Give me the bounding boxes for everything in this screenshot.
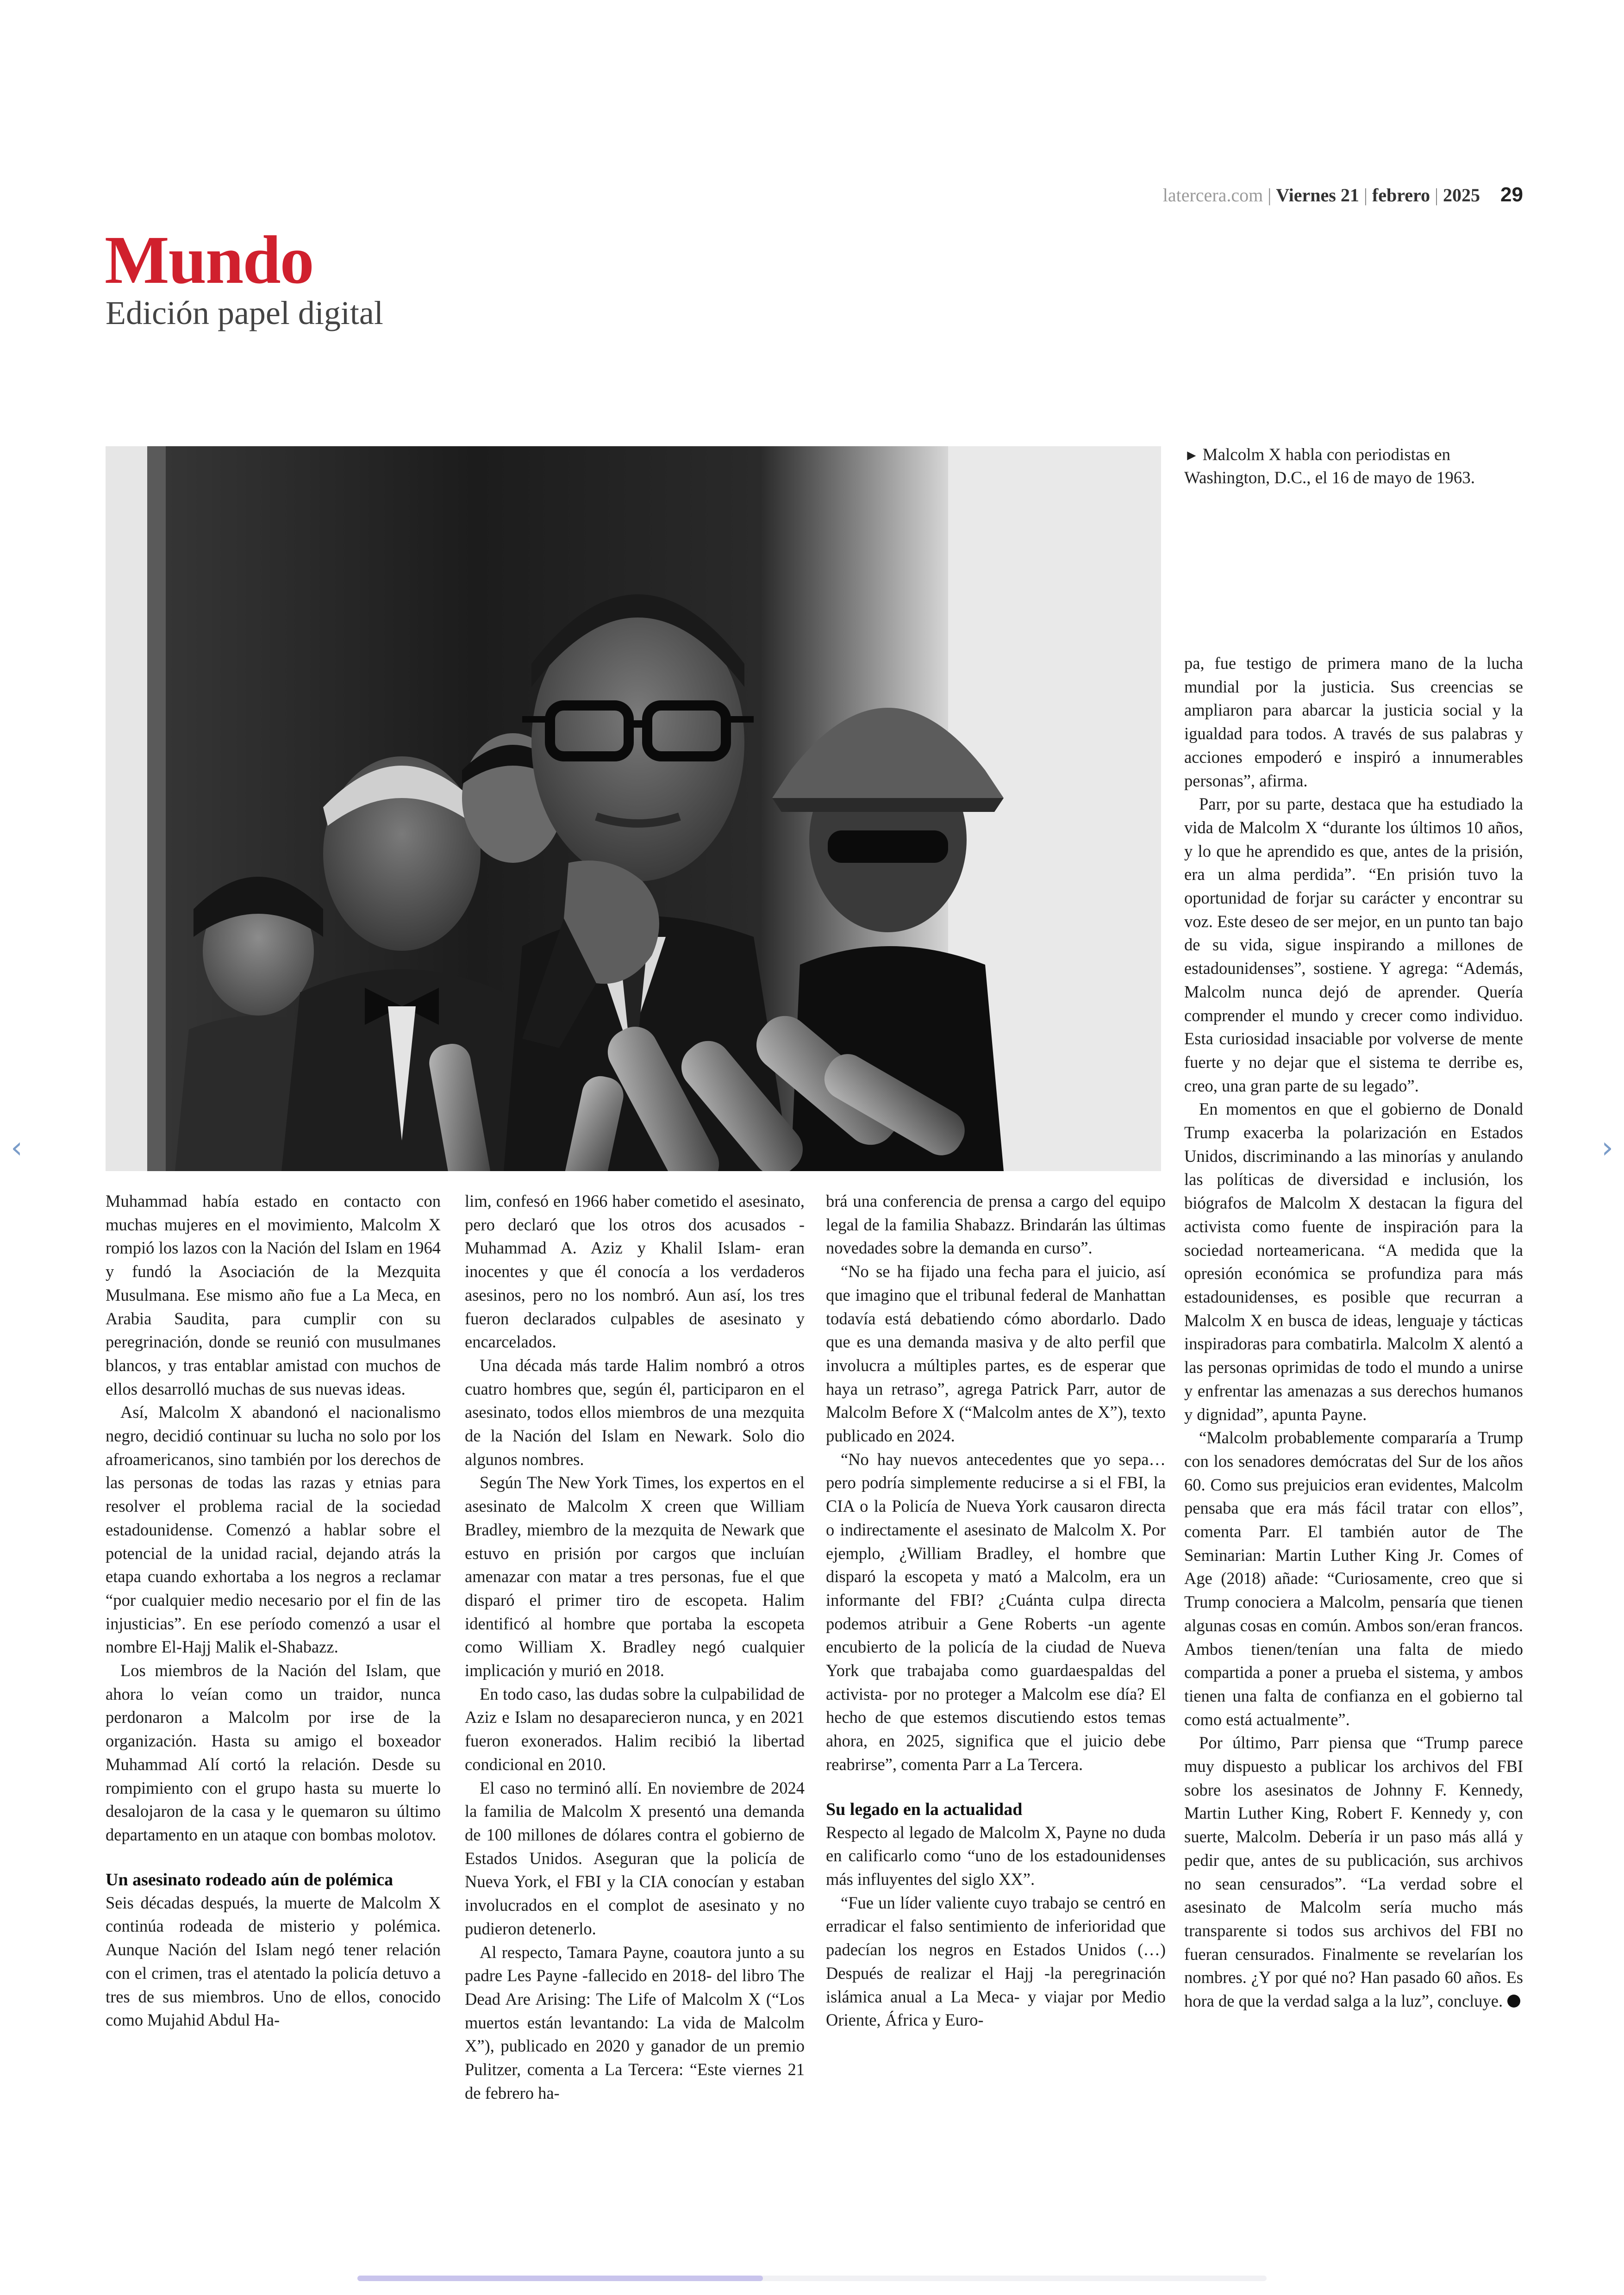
paragraph: Parr, por su parte, destaca que ha estudiado la vida de Malcolm X “durante los últimos 10 años, y lo que he aprendido es que, antes de la prisión, era un alma perdida”. “En prisión tuvo la oportunidad de forjar su carácter y encontrar su voz. Este deseo de ser mejor, en un punto tan bajo de su vida, sigue inspirando a millones de estadounidenses”, sostiene. Y agrega: “Además, Malcolm nunca dejó de aprender. Quería comprender el mundo y crecer como individuo. Esta curiosidad insaciable por volverse de mente fuerte y no dejar que el sistema te derribe es, creo, una gran parte de su legado”. xyxy=(1184,794,1523,1095)
paragraph: lim, confesó en 1966 haber cometido el asesinato, pero declaró que los otros dos acusados -Muhammad A. Aziz y Khalil Islam- eran inocentes y que él conocía a los verdaderos asesinos, pero no los nombró. Aun así, los tres fueron declarados culpables de asesinato y encarcelados. xyxy=(465,1191,805,1352)
end-of-article-icon xyxy=(1507,1995,1520,2008)
paragraph: Muhammad había estado en contacto con muchas mujeres en el movimiento, Malcolm X rompió los lazos con la Nación del Islam en 1964 y fundó la Asociación de la Mezquita Musulmana. Ese mismo año fue a La Meca, en Arabia Saudita, para cumplir con su peregrinación, donde se reunió con musulmanes blancos, y tras entablar amistad con muchos de ellos desarrolló muchas de sus nuevas ideas. xyxy=(106,1191,441,1398)
header-day: Viernes 21 xyxy=(1276,185,1359,206)
header-separator: | xyxy=(1435,185,1439,206)
paragraph: En todo caso, las dudas sobre la culpabilidad de Aziz e Islam no desaparecieron nunca, y en 2021 fueron exonerados. Halim recibió la libertad condicional en 2010. xyxy=(465,1684,805,1774)
paragraph: “No hay nuevos antecedentes que yo sepa… pero podría simplemente reducirse a si el FBI, la CIA o la Policía de Nueva York causaron directa o indirectamente el asesinato de Malcolm X. Por ejemplo, ¿William Bradley, el hombre que disparó la escopeta y mató a Malcolm, era un informante del FBI? ¿Cuánta culpa directa podemos atribuir a Gene Roberts -un agente encubierto de la policía de la ciudad de Nueva York que trabajaba como guardaespaldas del activista- por no proteger a Malcolm ese día? El hecho de que estemos discutiendo estos temas ahora, en 2025, significa que el juicio debe reabrirse”, comenta Parr a La Tercera. xyxy=(826,1449,1166,1774)
caption-text: Malcolm X habla con periodistas en Washington, D.C., el 16 de mayo de 1963. xyxy=(1184,445,1475,487)
subheading: Su legado en la actualidad xyxy=(826,1799,1023,1819)
page-number: 29 xyxy=(1500,183,1523,206)
site-name: latercera.com xyxy=(1162,185,1263,206)
section-title: Mundo xyxy=(105,222,313,298)
article-column-4 xyxy=(1184,652,1523,2013)
paragraph: Según The New York Times, los expertos en el asesinato de Malcolm X creen que William Bradley, miembro de la mezquita de Newark que estuvo en prisión por cargos que incluían amenazar con matar a tres personas, fue el que disparó el primer tiro de escopeta. Halim identificó al hombre que portaba la escopeta como William X. Bradley negó cualquier implicación y murió en 2018. xyxy=(465,1473,805,1680)
page-scrollbar[interactable] xyxy=(357,2276,1267,2281)
article-column-2 xyxy=(465,1190,805,2105)
paragraph-text: Por último, Parr piensa que “Trump parece muy dispuesto a publicar los archivos del FBI sobre los asesinatos de Johnny F. Kennedy, Martin Luther King, Robert F. Kennedy y, con suerte, Malcolm. Debería ir un paso más allá y pedir que, antes de su publicación, sus archivos no sean censurados”. “La verdad sobre el asesinato de Malcolm sería mucho más transparente si todos sus archivos del FBI no fueran censurados. Finalmente se revelarían los nombres. ¿Y por qué no? Han pasado 60 años. Es hora de que la verdad salga a la luz”, concluye. xyxy=(1184,1733,1523,2011)
next-page-button[interactable]: › xyxy=(1601,1131,1613,1165)
article-column-3 xyxy=(826,1190,1166,2032)
previous-page-button[interactable]: ‹ xyxy=(11,1131,23,1165)
header-month: febrero xyxy=(1372,185,1430,206)
photo-caption xyxy=(1184,443,1480,489)
paragraph: Los miembros de la Nación del Islam, que ahora lo veían como un traidor, nunca perdonaron a Malcolm por irse de la organización. Hasta su amigo el boxeador Muhammad Alí cortó la relación. Desde su rompimiento con el grupo hasta su muerte lo desalojaron de la casa y le quemaron su último departamento en un ataque con bombas molotov. xyxy=(106,1661,441,1844)
photo-illustration xyxy=(106,446,1161,1171)
paragraph: brá una conferencia de prensa a cargo del equipo legal de la familia Shabazz. Brindarán las últimas novedades sobre la demanda en curso”. xyxy=(826,1191,1166,1258)
paragraph: pa, fue testigo de primera mano de la lucha mundial por la justicia. Sus creencias se ampliaron para abarcar la justicia social y la igualdad para todos. A través de sus palabras y acciones empoderó e inspiró a innumerables personas”, afirma. xyxy=(1184,654,1523,790)
paragraph: Respecto al legado de Malcolm X, Payne no duda en calificarlo como “uno de los estadounidenses más influyentes del siglo XX”. xyxy=(826,1822,1166,1889)
page-header xyxy=(1163,183,1523,206)
paragraph: Al respecto, Tamara Payne, coautora junto a su padre Les Payne -fallecido en 2018- del libro The Dead Are Arising: The Life of Malcolm X (“Los muertos están levantando: La vida de Malcolm X”), publicado en 2020 y ganador de un premio Pulitzer, comenta a La Tercera: “Este viernes 21 de febrero ha- xyxy=(465,1942,805,2102)
subheading: Un asesinato rodeado aún de polémica xyxy=(106,1870,394,1890)
header-separator: | xyxy=(1363,185,1368,206)
paragraph: “No se ha fijado una fecha para el juicio, así que imagino que el tribunal federal de Manhattan todavía está debatiendo cómo abordarlo. Dado que es una demanda masiva y de alto perfil que involucra a múltiples partes, es de esperar que haya un retraso”, agrega Patrick Parr, autor de Malcolm Before X (“Malcolm antes de X”), texto publicado en 2024. xyxy=(826,1262,1166,1446)
section-subtitle: Edición papel digital xyxy=(106,294,383,331)
paragraph: Una década más tarde Halim nombró a otros cuatro hombres que, según él, participaron en el asesinato, todos ellos miembros de una mezquita de la Nación del Islam en Newark. Solo dio algunos nombres. xyxy=(465,1355,805,1469)
article-column-1 xyxy=(106,1190,441,2032)
caption-marker-icon: ► xyxy=(1184,447,1199,463)
paragraph: Así, Malcolm X abandonó el nacionalismo negro, decidió continuar su lucha no solo por los afroamericanos, sino también por los derechos de las personas de todas las razas y etnias para resolver el problema racial de la sociedad estadounidense. Comenzó a hablar sobre el potencial de la unidad racial, dejando atrás la etapa cuando exhortaba a los negros a reclamar “por cualquier medio necesario por el fin de las injusticias”. En ese período comenzó a usar el nombre El-Hajj Malik el-Shabazz. xyxy=(106,1403,441,1657)
paragraph: “Fue un líder valiente cuyo trabajo se centró en erradicar el falso sentimiento de inferioridad que padecían los negros en Estados Unidos (…) Después de realizar el Hajj -la peregrinación islámica anual a La Meca- y viajar por Medio Oriente, África y Euro- xyxy=(826,1893,1166,2030)
header-year: 2025 xyxy=(1443,185,1480,206)
header-separator: | xyxy=(1268,185,1272,206)
paragraph: En momentos en que el gobierno de Donald Trump exacerba la polarización en Estados Unidos, discriminando a las minorías y anulando las políticas de diversidad e inclusión, los biógrafos de Malcolm X destacan la figura del activista como fuente de inspiración para la sociedad norteamericana. “A medida que la opresión económica se profundiza para más estadounidenses, es posible que recurran a Malcolm X en busca de ideas, lenguaje y tácticas inspiradoras para combatirla. Malcolm X alentó a las personas oprimidas de todo el mundo a unirse y enfrentar las amenazas a sus derechos humanos y dignidad”, apunta Payne. xyxy=(1184,1099,1523,1424)
paragraph: “Malcolm probablemente compararía a Trump con los senadores demócratas del Sur de los años 60. Como sus prejuicios eran evidentes, Malcolm pensaba que era más fácil tratar con ellos”, comenta Parr. El también autor de The Seminarian: Martin Luther King Jr. Comes of Age (2018) añade: “Curiosamente, creo que si Trump conociera a Malcolm, pensaría que tienen algunas cosas en común. Ambos son/eran francos. Ambos tienen/tenían una falta de miedo compartida a poner a prueba el sistema, y ambos tienen una falta de confianza en el gobierno tal como está actualmente”. xyxy=(1184,1428,1523,1729)
paragraph-final xyxy=(1184,1731,1523,2013)
article-photo xyxy=(106,446,1161,1171)
paragraph: El caso no terminó allí. En noviembre de 2024 la familia de Malcolm X presentó una demanda de 100 millones de dólares contra el gobierno de Estados Unidos. Aseguran que la policía de Nueva York, el FBI y la CIA conocían y estaban involucrados en el complot de asesinato y no pudieron detenerlo. xyxy=(465,1778,805,1938)
scrollbar-thumb[interactable] xyxy=(357,2276,763,2281)
paragraph: Seis décadas después, la muerte de Malcolm X continúa rodeada de misterio y polémica. Aunque Nación del Islam negó tener relación con el crimen, tras el atentado la policía detuvo a tres de sus miembros. Uno de ellos, conocido como Mujahid Abdul Ha- xyxy=(106,1893,441,2030)
